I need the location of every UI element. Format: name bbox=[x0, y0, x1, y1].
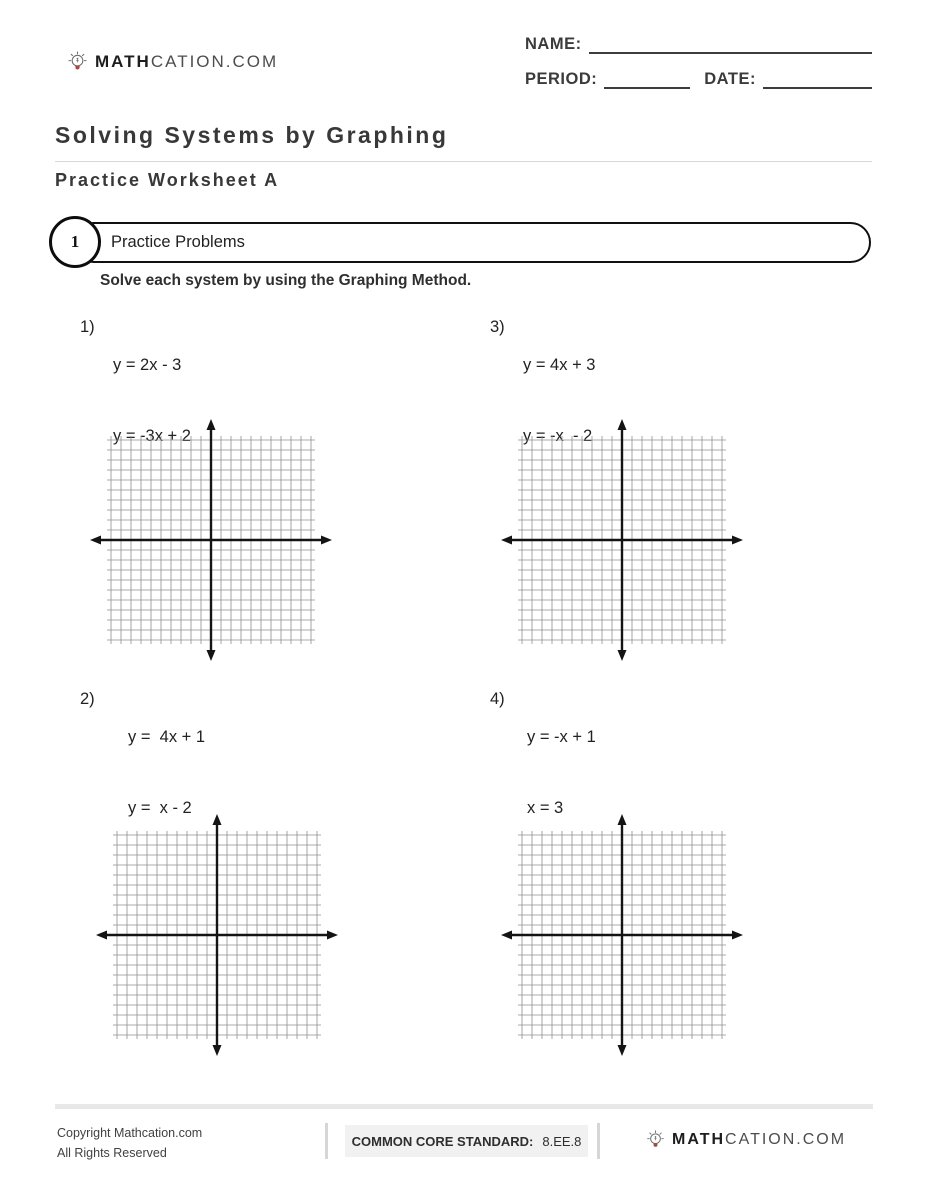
brand-text-bold: MATH bbox=[672, 1130, 726, 1148]
section-header-pill bbox=[70, 222, 871, 263]
coordinate-grid-problem-3 bbox=[500, 418, 744, 662]
copyright-line-2: All Rights Reserved bbox=[57, 1146, 167, 1160]
section-title: Practice Problems bbox=[111, 233, 245, 251]
footer-top-rule bbox=[55, 1104, 873, 1109]
period-blank-line bbox=[604, 69, 690, 89]
problem-3-number: 3) bbox=[490, 318, 505, 336]
brand-text-light: CATION.COM bbox=[725, 1130, 847, 1148]
equation: y = -x - 2 bbox=[523, 426, 593, 445]
lightbulb-icon bbox=[66, 50, 89, 73]
period-label: PERIOD: bbox=[525, 70, 598, 88]
standard-value: 8.EE.8 bbox=[542, 1133, 582, 1149]
section-number: 1 bbox=[70, 232, 80, 251]
name-blank-line bbox=[589, 34, 872, 54]
page-title: Solving Systems by Graphing bbox=[55, 122, 449, 148]
worksheet-subtitle: Practice Worksheet A bbox=[55, 170, 280, 190]
equation: y = x - 2 bbox=[128, 798, 192, 817]
problem-4-number: 4) bbox=[490, 690, 505, 708]
date-label: DATE: bbox=[704, 70, 756, 88]
problem-2-number: 2) bbox=[80, 690, 95, 708]
section-number-badge bbox=[49, 216, 101, 268]
copyright-text bbox=[57, 1123, 202, 1163]
copyright-line-1: Copyright Mathcation.com bbox=[57, 1126, 203, 1140]
mathcation-logo bbox=[66, 50, 278, 73]
instruction-text: Solve each system by using the Graphing Method. bbox=[100, 272, 472, 289]
equation: y = -3x + 2 bbox=[113, 426, 191, 445]
brand-text-bold: MATH bbox=[95, 51, 151, 71]
equation: y = 4x + 3 bbox=[523, 356, 596, 374]
standard-label: COMMON CORE STANDARD: bbox=[351, 1133, 534, 1149]
problem-1-number: 1) bbox=[80, 318, 95, 336]
name-label: NAME: bbox=[525, 35, 582, 53]
period-date-row bbox=[525, 65, 872, 89]
coordinate-grid-problem-2 bbox=[95, 813, 339, 1057]
date-blank-line bbox=[763, 69, 872, 89]
brand-text-light: CATION.COM bbox=[150, 51, 279, 71]
common-core-standard-box bbox=[345, 1125, 588, 1157]
mathcation-logo-footer bbox=[645, 1129, 846, 1150]
equation: x = 3 bbox=[527, 798, 564, 817]
equation: y = -x + 1 bbox=[527, 728, 596, 746]
equation: y = 2x - 3 bbox=[113, 356, 182, 374]
footer-divider bbox=[597, 1123, 600, 1159]
footer-divider bbox=[325, 1123, 328, 1159]
equation: y = 4x + 1 bbox=[128, 728, 206, 746]
name-row bbox=[525, 30, 872, 54]
student-info-fields bbox=[525, 30, 872, 100]
coordinate-grid-problem-1 bbox=[89, 418, 333, 662]
title-divider bbox=[55, 161, 872, 162]
lightbulb-icon bbox=[645, 1129, 666, 1150]
coordinate-grid-problem-4 bbox=[500, 813, 744, 1057]
